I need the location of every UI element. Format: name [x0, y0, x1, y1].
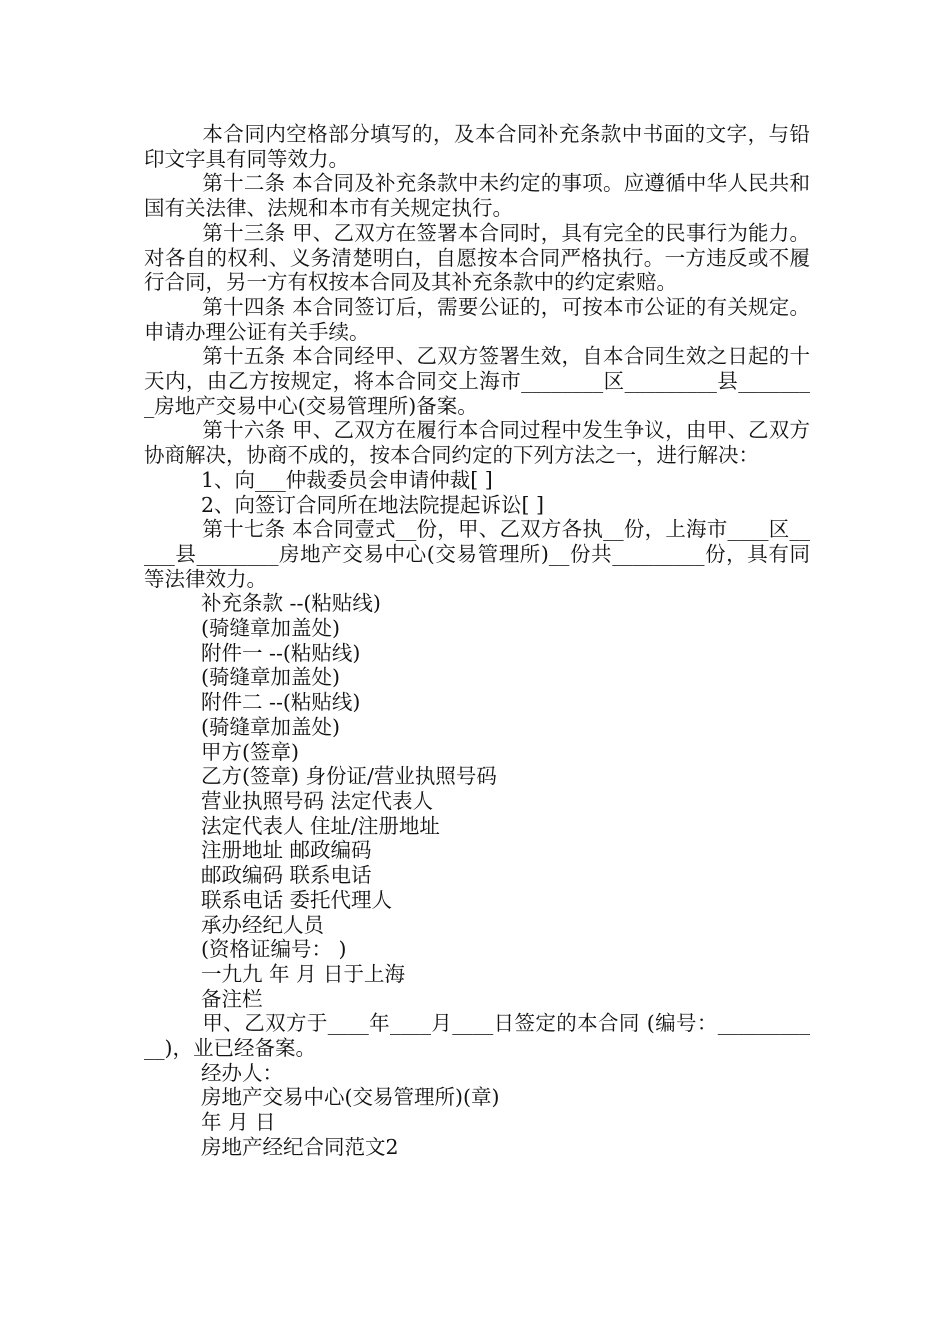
legal-representative-line: 法定代表人 住址/注册地址 — [201, 813, 440, 838]
paragraph-article-13: 第十三条 甲、乙双方在签署本合同时，具有完全的民事行为能力。对各自的权利、义务清楚明白，自愿按本合同严格执行。一方违反或不履行合同，另一方有权按本合同及其补充条款中的约定索赔。 — [144, 220, 810, 295]
paragraph-written-text-validity: 本合同内空格部分填写的，及本合同补充条款中书面的文字，与铅印文字具有同等效力。 — [144, 122, 810, 171]
date-place-line: 一九九 年 月 日于上海 — [201, 961, 406, 986]
contact-phone-line: 联系电话 委托代理人 — [201, 887, 393, 912]
party-a-signature: 甲方(签章) — [201, 739, 299, 764]
attachment-one-line: 附件一 --(粘贴线) — [201, 640, 361, 665]
seam-seal-line: (骑缝章加盖处) — [201, 616, 340, 641]
remarks-heading: 备注栏 — [201, 986, 263, 1011]
dispute-option-arbitration: 1、向___仲裁委员会申请仲裁[ ] — [201, 467, 493, 492]
paragraph-article-12: 第十二条 本合同及补充条款中未约定的事项。应遵循中华人民共和国有关法律、法规和本市有关规定执行。 — [144, 171, 810, 221]
paragraph-article-15: 第十五条 本合同经甲、乙双方签署生效，自本合同生效之日起的十天内，由乙方按规定，将本合同交上海市________区_________县________房地产交易中心(交易管理所)备案。 — [144, 344, 810, 418]
party-b-signature: 乙方(签章) 身份证/营业执照号码 — [201, 764, 497, 789]
supplement-clause-line: 补充条款 --(粘贴线) — [201, 591, 381, 616]
next-document-title: 房地产经纪合同范文2 — [201, 1134, 399, 1159]
seam-seal-line: (骑缝章加盖处) — [201, 665, 340, 690]
agent-personnel-line: 承办经纪人员 — [201, 912, 324, 937]
postal-code-line: 邮政编码 联系电话 — [201, 863, 372, 888]
attachment-two-line: 附件二 --(粘贴线) — [201, 690, 361, 715]
paragraph-article-14: 第十四条 本合同签订后，需要公证的，可按本市公证的有关规定。申请办理公证有关手续。 — [144, 294, 810, 344]
dispute-option-litigation: 2、向签订合同所在地法院提起诉讼[ ] — [201, 492, 545, 517]
qualification-number-line: (资格证编号： ) — [201, 937, 347, 962]
license-number-line: 营业执照号码 法定代表人 — [201, 788, 434, 813]
seam-seal-line: (骑缝章加盖处) — [201, 714, 340, 739]
registered-address-line: 注册地址 邮政编码 — [201, 838, 372, 863]
contract-body — [144, 122, 810, 1160]
exchange-center-seal-line: 房地产交易中心(交易管理所)(章) — [201, 1085, 500, 1110]
handler-line: 经办人： — [201, 1060, 283, 1085]
closing-date-line: 年 月 日 — [201, 1110, 276, 1135]
paragraph-article-16: 第十六条 甲、乙双方在履行本合同过程中发生争议，由甲、乙双方协商解决，协商不成的，按本合同约定的下列方法之一，进行解决： — [144, 418, 810, 468]
paragraph-filing-remark: 甲、乙双方于____年____月____日签定的本合同 (编号：___________)，业已经备案。 — [144, 1011, 810, 1061]
paragraph-article-17: 第十七条 本合同壹式__份，甲、乙双方各执__份，上海市____区_____县________房地产交易中心(交易管理所)__份共_________份，具有同等法律效力。 — [144, 517, 810, 591]
